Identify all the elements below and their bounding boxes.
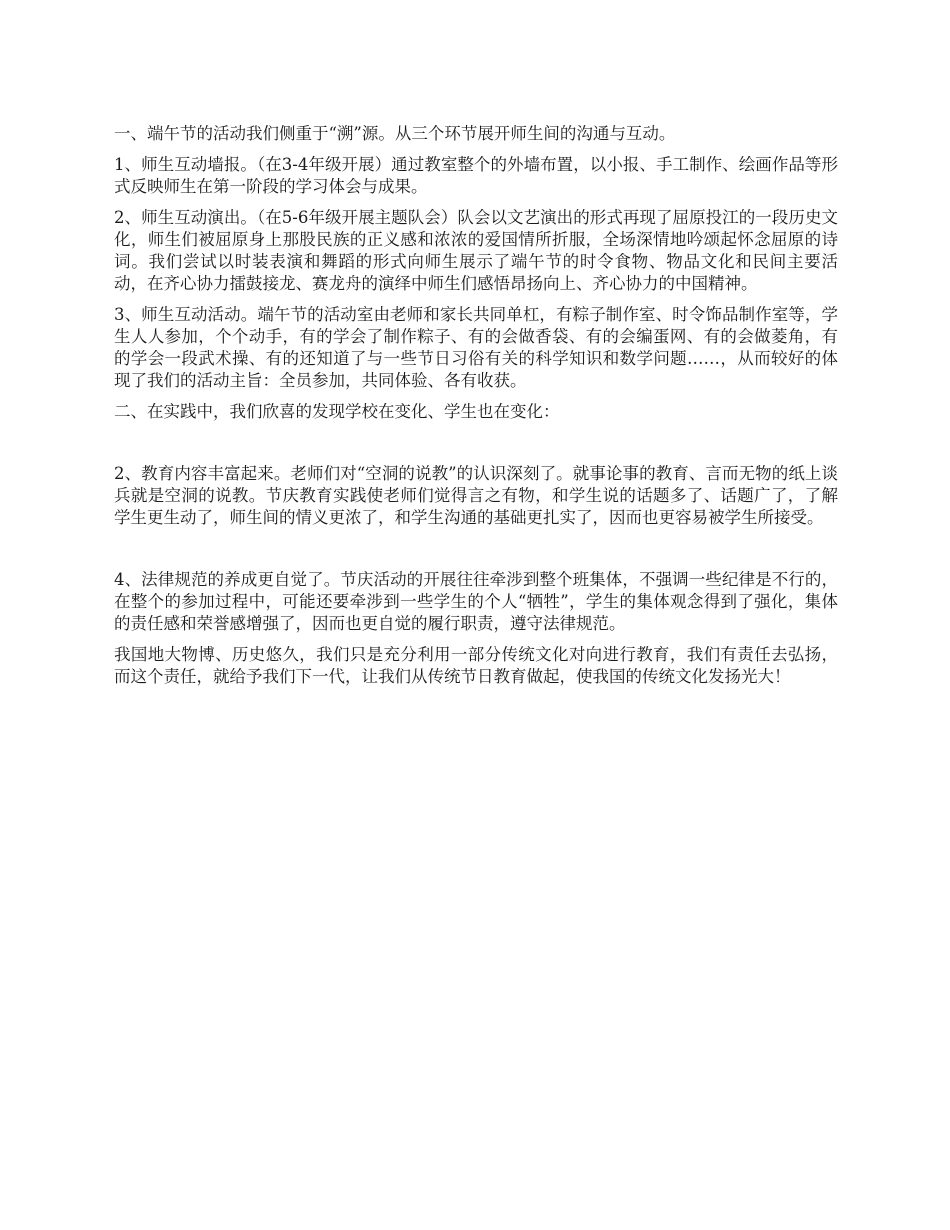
paragraph-education-content: 2、教育内容丰富起来。老师们对“空洞的说教”的认识深刻了。就事论事的教育、言而无物的纸上谈兵就是空洞的说教。节庆教育实践使老师们觉得言之有物，和学生说的话题多了、话题广了，了解学生更生动了，师生间的情义更浓了，和学生沟通的基础更扎实了，因而也更容易被学生所接受。: [114, 464, 838, 527]
paragraph-activities: 3、师生互动活动。端午节的活动室由老师和家长共同单杠，有粽子制作室、时令饰品制作室等，学生人人参加，个个动手，有的学会了制作粽子、有的会做香袋、有的会编蛋网、有的会做菱角，有的学会一段武术操、有的还知道了与一些节日习俗有关的科学知识和数学问题……，从而较好的体现了我们的活动主旨：全员参加，共同体验、各有收获。: [114, 305, 838, 390]
blank-gap: [114, 432, 838, 463]
paragraph-section-one-heading: 一、端午节的活动我们侧重于“溯”源。从三个环节展开师生间的沟通与互动。: [114, 124, 676, 143]
paragraph-legal-norms: 4、法律规范的养成更自觉了。节庆活动的开展往往牵涉到整个班集体，不强调一些纪律是不行的，在整个的参加过程中，可能还要牵涉到一些学生的个人“牺牲”，学生的集体观念得到了强化，集体的责任感和荣誉感增强了，因而也更自觉的履行职责，遵守法律规范。: [114, 570, 838, 633]
paragraph-performance: 2、师生互动演出。（在5-6年级开展主题队会）队会以文艺演出的形式再现了屈原投江的一段历史文化，师生们被屈原身上那股民族的正义感和浓浓的爱国情所折服，全场深情地吟颂起怀念屈原的诗词。我们尝试以时装表演和舞蹈的形式向师生展示了端午节的时令食物、物品文化和民间主要活动，在齐心协力擂鼓接龙、赛龙舟的演绎中师生们感悟昂扬向上、齐心协力的中国精神。: [114, 208, 838, 293]
paragraph-conclusion: 我国地大物博、历史悠久，我们只是充分利用一部分传统文化对向进行教育，我们有责任去弘扬，而这个责任，就给予我们下一代，让我们从传统节日教育做起，使我国的传统文化发扬光大！: [114, 645, 838, 686]
paragraph-wall-newspaper: 1、师生互动墙报。（在3-4年级开展）通过教室整个的外墙布置，以小报、手工制作、绘画作品等形式反映师生在第一阶段的学习体会与成果。: [114, 155, 838, 196]
document-body: [114, 123, 838, 697]
blank-gap: [114, 538, 838, 569]
paragraph-section-two-heading: 二、在实践中，我们欣喜的发现学校在变化、学生也在变化：: [114, 402, 560, 421]
